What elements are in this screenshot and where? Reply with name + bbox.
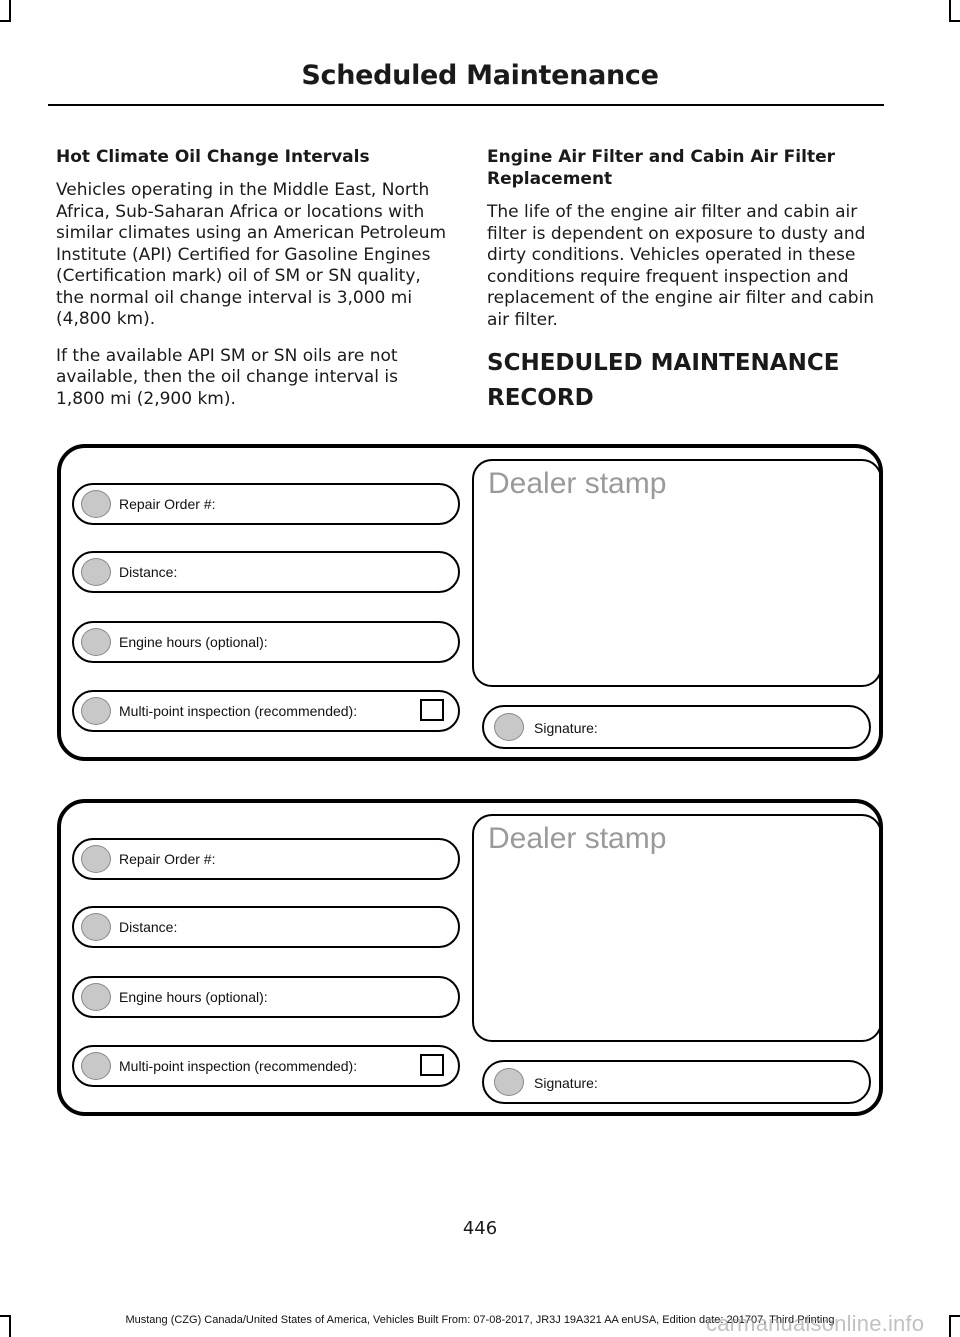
- checkmark-circle-icon: [81, 697, 111, 725]
- page-title: Scheduled Maintenance: [301, 60, 659, 91]
- inspection-checkbox[interactable]: [420, 1054, 444, 1076]
- engine-hours-field[interactable]: [72, 621, 460, 663]
- crop-mark: [949, 0, 951, 20]
- maintenance-record-card: [57, 444, 883, 761]
- checkmark-circle-icon: [81, 1052, 111, 1080]
- signature-label: Signature:: [534, 1075, 598, 1091]
- right-column: [487, 146, 882, 416]
- repair-order-field[interactable]: [72, 483, 460, 525]
- checkmark-circle-icon: [81, 913, 111, 941]
- checkmark-circle-icon: [494, 713, 524, 741]
- inspection-field[interactable]: [72, 1045, 460, 1087]
- crop-mark: [0, 20, 11, 22]
- oil-interval-heading: Hot Climate Oil Change Intervals: [56, 147, 370, 167]
- signature-field[interactable]: [482, 705, 871, 749]
- repair-order-field[interactable]: [72, 838, 460, 880]
- inspection-field[interactable]: [72, 690, 460, 732]
- signature-label: Signature:: [534, 720, 598, 736]
- checkmark-circle-icon: [81, 845, 111, 873]
- dealer-stamp-label: Dealer stamp: [488, 822, 667, 855]
- air-filter-heading: Engine Air Filter and Cabin Air Filter Replacement: [487, 147, 835, 189]
- engine-hours-field[interactable]: [72, 976, 460, 1018]
- engine-hours-label: Engine hours (optional):: [119, 634, 268, 650]
- header-divider: [48, 104, 884, 106]
- maintenance-record-title-line2: RECORD: [487, 385, 594, 411]
- engine-hours-label: Engine hours (optional):: [119, 989, 268, 1005]
- distance-field[interactable]: [72, 906, 460, 948]
- dealer-stamp-box: [472, 814, 882, 1042]
- repair-order-label: Repair Order #:: [119, 851, 216, 867]
- distance-label: Distance:: [119, 564, 178, 580]
- checkmark-circle-icon: [81, 983, 111, 1011]
- air-filter-paragraph: The life of the engine air filter and cabin air filter is dependent on exposure to dusty and dirty conditions. Vehicles operated in these conditions require frequent inspection and replacement of the engine air filter and cabin air filter.: [487, 202, 875, 330]
- footer-edition-info: Mustang (CZG) Canada/United States of America, Vehicles Built From: 07-08-2017, JR3J 19A321 AA enUSA, Edition date: 201707, Third Printing: [125, 1314, 835, 1326]
- checkmark-circle-icon: [81, 628, 111, 656]
- checkmark-circle-icon: [81, 558, 111, 586]
- left-column: [56, 146, 451, 425]
- page-number: 446: [462, 1218, 498, 1239]
- maintenance-record-card: [57, 799, 883, 1116]
- distance-label: Distance:: [119, 919, 178, 935]
- distance-field[interactable]: [72, 551, 460, 593]
- dealer-stamp-box: [472, 459, 882, 687]
- checkmark-circle-icon: [494, 1068, 524, 1096]
- crop-mark: [9, 0, 11, 20]
- oil-fallback-paragraph: If the available API SM or SN oils are not available, then the oil change interval is 1,800 mi (2,900 km).: [56, 345, 398, 409]
- inspection-label: Multi-point inspection (recommended):: [119, 703, 358, 719]
- maintenance-record-title: [487, 346, 882, 416]
- inspection-label: Multi-point inspection (recommended):: [119, 1058, 358, 1074]
- maintenance-record-title-line1: SCHEDULED MAINTENANCE: [487, 350, 840, 376]
- watermark: carmanualsonline.info: [706, 1311, 925, 1336]
- crop-mark: [949, 20, 960, 22]
- inspection-checkbox[interactable]: [420, 699, 444, 721]
- signature-field[interactable]: [482, 1060, 871, 1104]
- repair-order-label: Repair Order #:: [119, 496, 216, 512]
- checkmark-circle-icon: [81, 490, 111, 518]
- dealer-stamp-label: Dealer stamp: [488, 467, 667, 500]
- oil-interval-paragraph: Vehicles operating in the Middle East, North Africa, Sub-Saharan Africa or locations with similar climates using an American Petroleum Institute (API) Certified for Gasoline Engines (Certification mark) oil of SM or SN quality, the normal oil change interval is 3,000 mi (4,800 km).: [56, 180, 447, 329]
